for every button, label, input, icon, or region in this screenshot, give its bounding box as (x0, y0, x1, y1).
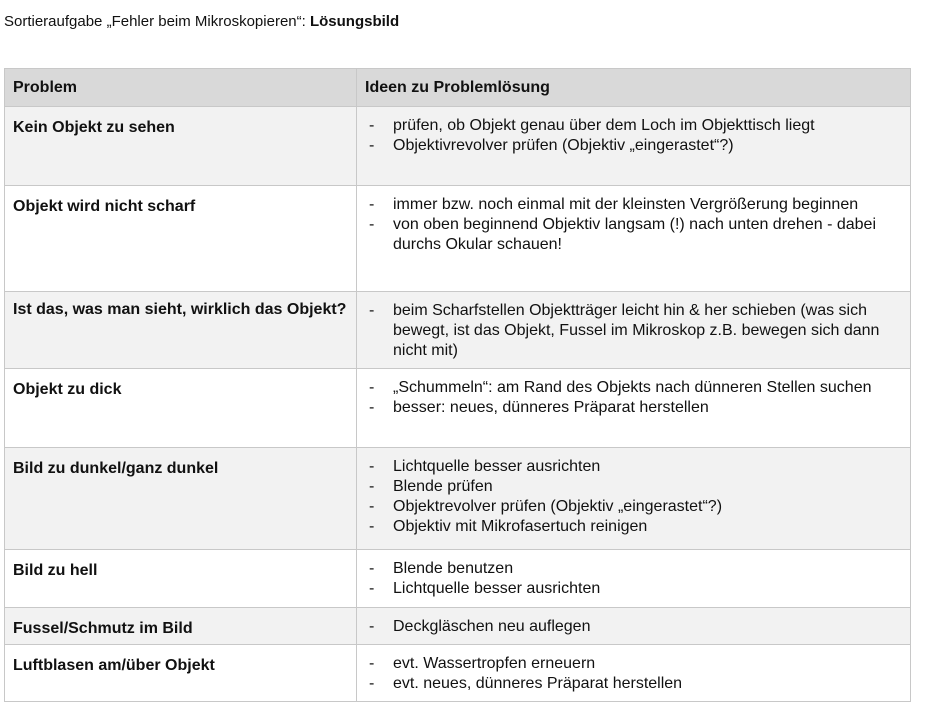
ideas-list (365, 301, 902, 361)
table-row (5, 550, 911, 608)
ideas-list (365, 654, 902, 694)
problem-cell: Objekt wird nicht scharf (5, 186, 357, 292)
problem-cell: Bild zu hell (5, 550, 357, 608)
table-row (5, 107, 911, 186)
title-bold: Lösungsbild (309, 13, 400, 30)
list-item: - evt. neues, dünneres Präparat herstellen (365, 674, 902, 694)
problem-cell: Objekt zu dick (5, 369, 357, 448)
problem-cell: Bild zu dunkel/ganz dunkel (5, 448, 357, 550)
problem-cell: Kein Objekt zu sehen (5, 107, 357, 186)
title-prefix: Sortieraufgabe „Fehler beim Mikroskopieren“: (4, 13, 310, 30)
ideas-list (365, 195, 902, 255)
table-row (5, 608, 911, 645)
list-item: - prüfen, ob Objekt genau über dem Loch im Objekttisch liegt (365, 116, 902, 136)
list-item: - immer bzw. noch einmal mit der kleinsten Vergrößerung beginnen (365, 195, 902, 215)
ideas-list (365, 559, 902, 599)
problem-cell (5, 292, 357, 369)
list-item: - Deckgläschen neu auflegen (365, 617, 902, 637)
problem-text: Ist das, was man sieht, wirklich das Objekt? (13, 301, 347, 318)
table-row (5, 369, 911, 448)
table-row (5, 186, 911, 292)
problem-cell: Fussel/Schmutz im Bild (5, 608, 357, 645)
problem-cell: Luftblasen am/über Objekt (5, 645, 357, 702)
list-item: - evt. Wassertropfen erneuern (365, 654, 902, 674)
list-item: - von oben beginnend Objektiv langsam (!) nach unten drehen - dabei durchs Okular schauen! (365, 215, 902, 255)
solution-cell (357, 107, 911, 186)
list-item: - Lichtquelle besser ausrichten (365, 579, 902, 599)
list-item: - Objektiv mit Mikrofasertuch reinigen (365, 517, 902, 537)
solution-cell (357, 292, 911, 369)
solution-cell (357, 186, 911, 292)
solution-cell (357, 645, 911, 702)
header-ideas: Ideen zu Problemlösung (357, 69, 911, 107)
list-item: - Blende benutzen (365, 559, 902, 579)
list-item: - beim Scharfstellen Objektträger leicht hin & her schieben (was sich bewegt, ist das Objekt, Fussel im Mikroskop z.B. bewegen sich dann nicht mit) (365, 301, 902, 361)
ideas-list (365, 617, 902, 637)
page-title (4, 12, 399, 32)
list-item: - Objektrevolver prüfen (Objektiv „eingerastet“?) (365, 497, 902, 517)
table-row (5, 448, 911, 550)
ideas-list (365, 116, 902, 156)
solution-cell (357, 608, 911, 645)
table-row (5, 292, 911, 369)
solution-table (4, 68, 911, 702)
list-item: - Blende prüfen (365, 477, 902, 497)
ideas-list (365, 457, 902, 537)
solution-cell (357, 448, 911, 550)
table-row (5, 645, 911, 702)
header-problem: Problem (5, 69, 357, 107)
list-item: - besser: neues, dünneres Präparat herstellen (365, 398, 902, 418)
solution-cell (357, 369, 911, 448)
list-item: - Lichtquelle besser ausrichten (365, 457, 902, 477)
list-item: - „Schummeln“: am Rand des Objekts nach dünneren Stellen suchen (365, 378, 902, 398)
ideas-list (365, 378, 902, 418)
table-body (5, 107, 911, 702)
solution-cell (357, 550, 911, 608)
table-header-row (5, 69, 911, 107)
list-item: - Objektivrevolver prüfen (Objektiv „eingerastet“?) (365, 136, 902, 156)
